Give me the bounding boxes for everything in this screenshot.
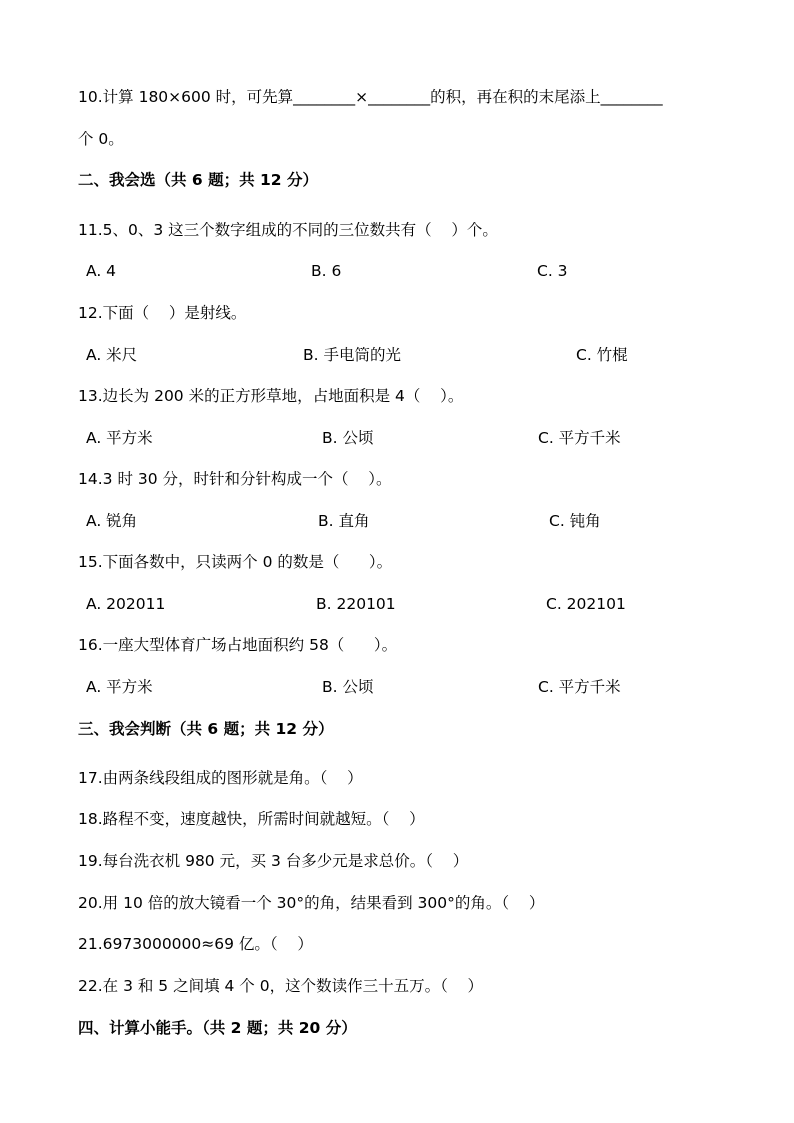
question-12-option-b: B. 手电筒的光 [303,346,401,364]
question-15-option-b: B. 220101 [316,595,396,613]
question-12-option-c: C. 竹棍 [576,346,628,364]
question-22: 22.在 3 和 5 之间填 4 个 0，这个数读作三十五万。（ ） [78,977,484,995]
question-10-line-1: 10.计算 180×600 时，可先算________×________的积，再在积的末尾添上________ [78,88,663,106]
question-14-option-b: B. 直角 [318,512,370,530]
question-16-option-c: C. 平方千米 [538,678,621,696]
question-11-option-b: B. 6 [311,262,342,280]
section-3-heading: 三、我会判断（共 6 题；共 12 分） [78,720,334,738]
question-16-option-b: B. 公顷 [322,678,374,696]
question-18: 18.路程不变，速度越快，所需时间就越短。（ ） [78,810,425,828]
question-10-line-2: 个 0。 [78,130,124,148]
question-13-stem: 13.边长为 200 米的正方形草地，占地面积是 4（ ）。 [78,387,464,405]
question-11-stem: 11.5、0、3 这三个数字组成的不同的三位数共有（ ）个。 [78,221,498,239]
question-17: 17.由两条线段组成的图形就是角。（ ） [78,769,363,787]
question-16-stem: 16.一座大型体育广场占地面积约 58（ ）。 [78,636,398,654]
question-12-option-a: A. 米尺 [86,346,138,364]
question-16-option-a: A. 平方米 [86,678,153,696]
question-14-option-a: A. 锐角 [86,512,138,530]
question-13-option-c: C. 平方千米 [538,429,621,447]
question-13-option-a: A. 平方米 [86,429,153,447]
question-11-option-a: A. 4 [86,262,117,280]
question-15-option-c: C. 202101 [546,595,626,613]
question-21: 21.6973000000≈69 亿。（ ） [78,935,313,953]
question-14-option-c: C. 钝角 [549,512,601,530]
question-12-stem: 12.下面（ ）是射线。 [78,304,247,322]
question-19: 19.每台洗衣机 980 元，买 3 台多少元是求总价。（ ） [78,852,469,870]
question-11-option-c: C. 3 [537,262,568,280]
question-14-stem: 14.3 时 30 分，时针和分针构成一个（ ）。 [78,470,392,488]
section-2-heading: 二、我会选（共 6 题；共 12 分） [78,171,318,189]
question-20: 20.用 10 倍的放大镜看一个 30°的角，结果看到 300°的角。（ ） [78,894,545,912]
question-13-option-b: B. 公顷 [322,429,374,447]
section-4-heading: 四、计算小能手。（共 2 题；共 20 分） [78,1019,357,1037]
question-15-option-a: A. 202011 [86,595,166,613]
question-15-stem: 15.下面各数中，只读两个 0 的数是（ ）。 [78,553,393,571]
